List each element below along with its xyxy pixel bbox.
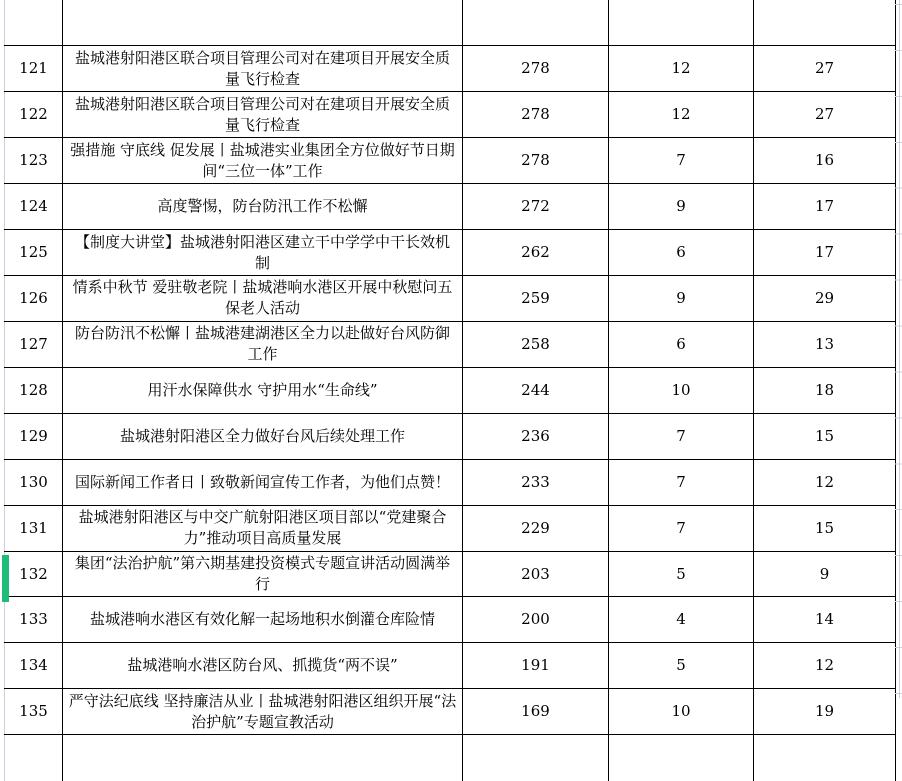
value-cell-2[interactable]: 5	[609, 643, 754, 689]
value-cell-3[interactable]: 19	[754, 689, 896, 735]
table-row	[5, 46, 896, 92]
table-row	[5, 92, 896, 138]
table-row	[5, 413, 896, 459]
data-table	[4, 0, 896, 781]
partial-row-above	[5, 0, 896, 46]
title-cell[interactable]: 用汗水保障供水 守护用水“生命线”	[63, 367, 463, 413]
value-cell-3[interactable]: 15	[754, 505, 896, 551]
table-row	[5, 321, 896, 367]
row-number-cell[interactable]: 135	[5, 689, 63, 735]
value-cell-1[interactable]: 233	[463, 459, 609, 505]
partial-row-below	[5, 735, 896, 781]
row-number-cell[interactable]: 134	[5, 643, 63, 689]
value-cell-3[interactable]: 16	[754, 138, 896, 184]
value-cell-2[interactable]: 7	[609, 459, 754, 505]
partial-cell[interactable]	[463, 0, 609, 46]
partial-cell[interactable]	[609, 735, 754, 781]
row-number-cell[interactable]: 122	[5, 92, 63, 138]
row-number-cell[interactable]: 126	[5, 276, 63, 322]
value-cell-3[interactable]: 13	[754, 321, 896, 367]
table-row	[5, 184, 896, 230]
value-cell-3[interactable]: 9	[754, 551, 896, 597]
value-cell-2[interactable]: 9	[609, 184, 754, 230]
row-number-cell[interactable]: 124	[5, 184, 63, 230]
title-cell[interactable]: 【制度大讲堂】盐城港射阳港区建立干中学学中干长效机制	[63, 230, 463, 276]
title-cell[interactable]: 集团“法治护航”第六期基建投资模式专题宣讲活动圆满举行	[63, 551, 463, 597]
value-cell-3[interactable]: 14	[754, 597, 896, 643]
table-body	[5, 0, 896, 735]
partial-cell[interactable]	[463, 735, 609, 781]
value-cell-3[interactable]: 12	[754, 459, 896, 505]
value-cell-3[interactable]: 27	[754, 46, 896, 92]
row-number-cell[interactable]: 125	[5, 230, 63, 276]
value-cell-2[interactable]: 4	[609, 597, 754, 643]
table-row	[5, 643, 896, 689]
title-cell[interactable]: 盐城港响水港区防台风、抓揽货“两不误”	[63, 643, 463, 689]
value-cell-1[interactable]: 200	[463, 597, 609, 643]
value-cell-1[interactable]: 229	[463, 505, 609, 551]
title-cell[interactable]: 盐城港射阳港区与中交广航射阳港区项目部以“党建聚合力”推动项目高质量发展	[63, 505, 463, 551]
value-cell-2[interactable]: 6	[609, 321, 754, 367]
partial-cell[interactable]	[5, 735, 63, 781]
partial-cell[interactable]	[63, 735, 463, 781]
value-cell-2[interactable]: 10	[609, 367, 754, 413]
value-cell-2[interactable]: 5	[609, 551, 754, 597]
value-cell-1[interactable]: 262	[463, 230, 609, 276]
title-cell[interactable]: 防台防汛不松懈丨盐城港建湖港区全力以赴做好台风防御工作	[63, 321, 463, 367]
row-number-cell[interactable]: 127	[5, 321, 63, 367]
table-row	[5, 597, 896, 643]
value-cell-3[interactable]: 15	[754, 413, 896, 459]
title-cell[interactable]: 情系中秋节 爱驻敬老院丨盐城港响水港区开展中秋慰问五保老人活动	[63, 276, 463, 322]
value-cell-2[interactable]: 6	[609, 230, 754, 276]
value-cell-1[interactable]: 191	[463, 643, 609, 689]
table-row	[5, 459, 896, 505]
value-cell-3[interactable]: 17	[754, 230, 896, 276]
value-cell-1[interactable]: 203	[463, 551, 609, 597]
title-cell[interactable]: 强措施 守底线 促发展丨盐城港实业集团全方位做好节日期间“三位一体”工作	[63, 138, 463, 184]
title-cell[interactable]: 高度警惕，防台防汛工作不松懈	[63, 184, 463, 230]
value-cell-1[interactable]: 258	[463, 321, 609, 367]
partial-cell[interactable]	[63, 0, 463, 46]
value-cell-1[interactable]: 244	[463, 367, 609, 413]
value-cell-3[interactable]: 27	[754, 92, 896, 138]
value-cell-3[interactable]: 18	[754, 367, 896, 413]
value-cell-1[interactable]: 278	[463, 92, 609, 138]
value-cell-1[interactable]: 236	[463, 413, 609, 459]
partial-cell[interactable]	[5, 0, 63, 46]
table-row	[5, 230, 896, 276]
table-row	[5, 367, 896, 413]
table-row	[5, 551, 896, 597]
table-row	[5, 138, 896, 184]
row-number-cell[interactable]: 131	[5, 505, 63, 551]
value-cell-3[interactable]: 29	[754, 276, 896, 322]
row-number-cell[interactable]: 133	[5, 597, 63, 643]
row-number-cell[interactable]: 123	[5, 138, 63, 184]
value-cell-3[interactable]: 12	[754, 643, 896, 689]
partial-cell[interactable]	[754, 735, 896, 781]
partial-bottom-body	[5, 735, 896, 781]
title-cell[interactable]: 盐城港射阳港区联合项目管理公司对在建项目开展安全质量飞行检查	[63, 46, 463, 92]
row-number-cell[interactable]: 132	[5, 551, 63, 597]
title-cell[interactable]: 国际新闻工作者日丨致敬新闻宣传工作者，为他们点赞！	[63, 459, 463, 505]
value-cell-1[interactable]: 272	[463, 184, 609, 230]
title-cell[interactable]: 盐城港射阳港区全力做好台风后续处理工作	[63, 413, 463, 459]
value-cell-2[interactable]: 12	[609, 46, 754, 92]
value-cell-2[interactable]: 7	[609, 505, 754, 551]
value-cell-3[interactable]: 17	[754, 184, 896, 230]
value-cell-1[interactable]: 169	[463, 689, 609, 735]
partial-cell[interactable]	[754, 0, 896, 46]
partial-cell[interactable]	[609, 0, 754, 46]
title-cell[interactable]: 盐城港射阳港区联合项目管理公司对在建项目开展安全质量飞行检查	[63, 92, 463, 138]
value-cell-2[interactable]: 12	[609, 92, 754, 138]
value-cell-1[interactable]: 278	[463, 138, 609, 184]
right-margin-gridlines	[895, 4, 902, 694]
row-selection-indicator	[2, 555, 9, 602]
value-cell-1[interactable]: 278	[463, 46, 609, 92]
value-cell-2[interactable]: 7	[609, 138, 754, 184]
value-cell-1[interactable]: 259	[463, 276, 609, 322]
value-cell-2[interactable]: 10	[609, 689, 754, 735]
value-cell-2[interactable]: 7	[609, 413, 754, 459]
table-row	[5, 276, 896, 322]
row-number-cell[interactable]: 129	[5, 413, 63, 459]
row-number-cell[interactable]: 121	[5, 46, 63, 92]
title-cell[interactable]: 盐城港响水港区有效化解一起场地积水倒灌仓库险情	[63, 597, 463, 643]
value-cell-2[interactable]: 9	[609, 276, 754, 322]
table-row	[5, 505, 896, 551]
gridline-vertical	[899, 0, 900, 698]
table-row	[5, 689, 896, 735]
row-number-cell[interactable]: 128	[5, 367, 63, 413]
row-number-cell[interactable]: 130	[5, 459, 63, 505]
title-cell[interactable]: 严守法纪底线 坚持廉洁从业丨盐城港射阳港区组织开展“法治护航”专题宣教活动	[63, 689, 463, 735]
